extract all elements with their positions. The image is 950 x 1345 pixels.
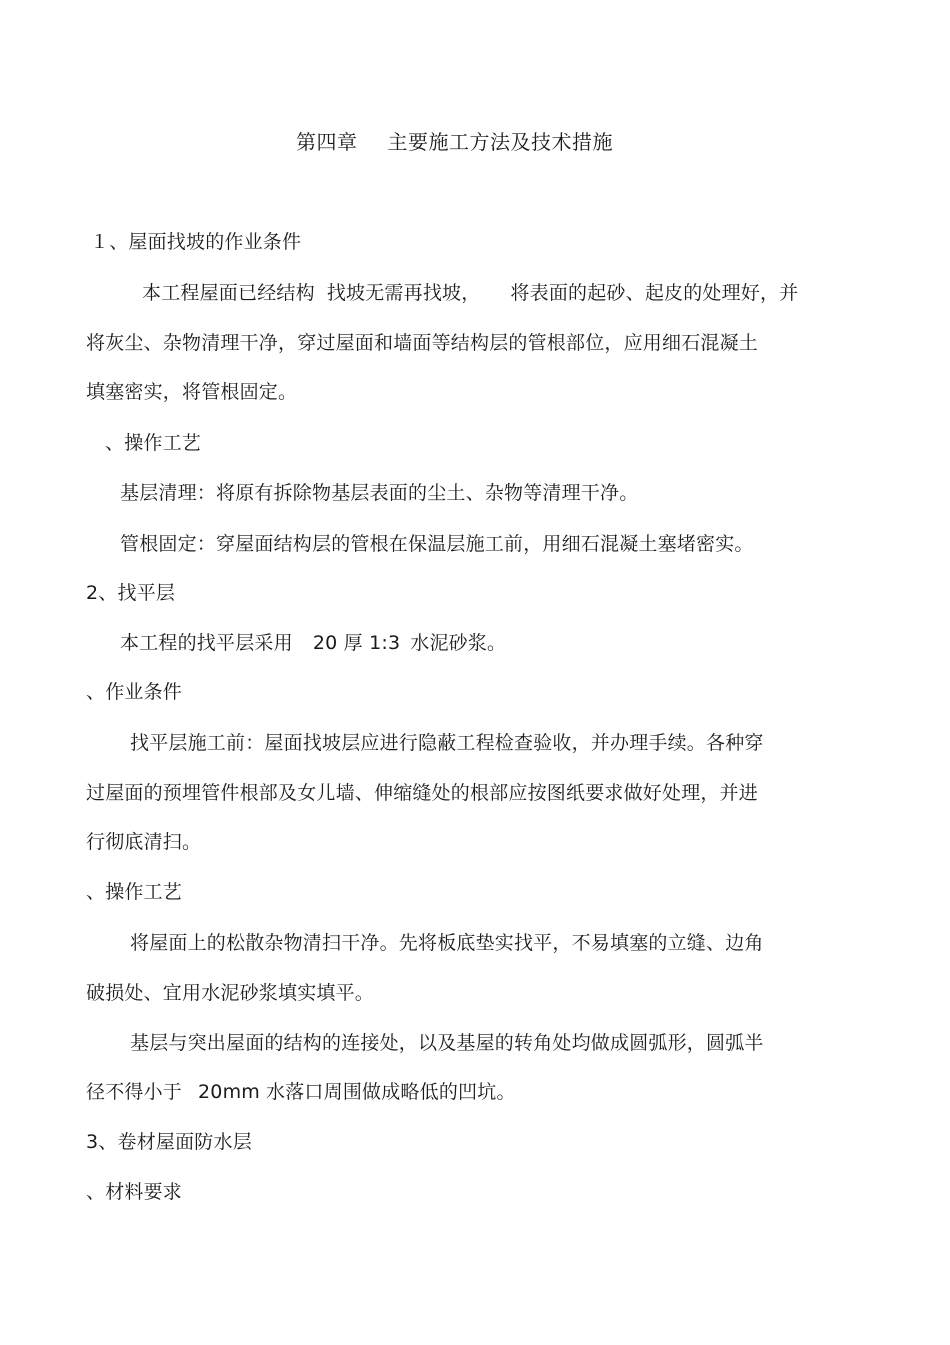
section-3-heading: 3、卷材屋面防水层 xyxy=(86,1131,252,1153)
section-3-subheading-materials: 、材料要求 xyxy=(86,1181,183,1203)
chapter-title: 主要施工方法及技术措施 xyxy=(387,130,613,154)
section-1-operation-item-2: 管根固定：穿屋面结构层的管根在保温层施工前，用细石混凝土塞堵密实。 xyxy=(120,533,754,555)
section-2-operation-line-3: 基层与突出屋面的结构的连接处，以及基屋的转角处均做成圆弧形，圆弧半 xyxy=(130,1032,764,1054)
section-1-operation-item-1: 基层清理：将原有拆除物基层表面的尘土、杂物等清理干净。 xyxy=(120,482,639,504)
section-1-paragraph-line-1: 本工程屋面已经结构 找坡无需再找坡， 将表面的起砂、起皮的处理好，并 xyxy=(142,282,799,304)
section-2-operation-line-2: 破损处、宜用水泥砂浆填实填平。 xyxy=(86,982,375,1004)
section-2-conditions-line-2: 过屋面的预埋管件根部及女儿墙、伸缩缝处的根部应按图纸要求做好处理，并进 xyxy=(86,782,759,804)
section-2-operation-line-4: 径不得小于 20mm 水落口周围做成略低的凹坑。 xyxy=(86,1081,516,1103)
section-2-operation-line-1: 将屋面上的松散杂物清扫干净。先将板底垫实找平，不易填塞的立缝、边角 xyxy=(130,932,764,954)
section-1-paragraph-line-2: 将灰尘、杂物清理干净，穿过屋面和墙面等结构层的管根部位，应用细石混凝土 xyxy=(86,332,759,354)
section-2-subheading-operation: 、操作工艺 xyxy=(86,881,183,903)
section-2-subheading-conditions: 、作业条件 xyxy=(86,681,183,703)
section-2-heading: 2、找平层 xyxy=(86,582,176,604)
section-1-subheading-operation: 、操作工艺 xyxy=(105,432,202,454)
section-2-conditions-line-1: 找平层施工前：屋面找坡层应进行隐蔽工程检查验收，并办理手续。各种穿 xyxy=(130,732,764,754)
section-1-heading: １、屋面找坡的作业条件 xyxy=(90,231,302,253)
chapter-label: 第四章 xyxy=(296,130,358,154)
page-title xyxy=(296,130,613,154)
section-2-conditions-line-3: 行彻底清扫。 xyxy=(86,831,202,853)
section-2-paragraph: 本工程的找平层采用 20 厚 1:3 水泥砂浆。 xyxy=(120,632,507,654)
section-1-paragraph-line-3: 填塞密实，将管根固定。 xyxy=(86,381,298,403)
